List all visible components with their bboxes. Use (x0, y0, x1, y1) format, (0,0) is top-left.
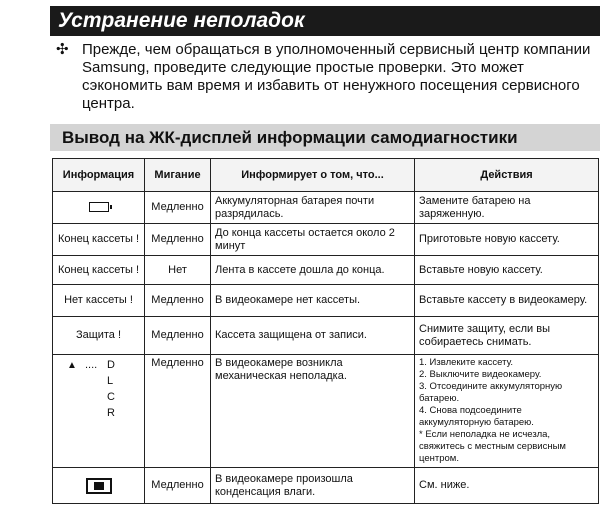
letter-r: R (107, 407, 115, 419)
info-cell: Конец кассеты ! (53, 256, 145, 285)
header-action: Действия (415, 159, 599, 192)
blink-cell: Медленно (145, 285, 211, 317)
eject-icon: ▲ (67, 360, 77, 371)
meaning-cell: Лента в кассете дошла до конца. (211, 256, 415, 285)
intro-paragraph (56, 41, 596, 113)
info-cell (53, 355, 145, 468)
battery-low-icon (89, 202, 109, 212)
action-cell: Снимите защиту, если вы собираетесь снимать. (415, 317, 599, 355)
letter-d: D (107, 359, 115, 371)
action-cell: Вставьте новую кассету. (415, 256, 599, 285)
intro-text: Прежде, чем обращаться в уполномоченный сервисный центр компании Samsung, проведите следующие простые проверки. Это может сэкономить вам время и избавить от ненужного посещения сервисного центра. (82, 41, 591, 112)
blink-cell: Медленно (145, 224, 211, 256)
action-note: * Если неполадка не исчезла, свяжитесь с местным сервисным центром. (419, 429, 566, 464)
header-meaning: Информирует о том, что... (211, 159, 415, 192)
header-info: Информация (53, 159, 145, 192)
table-row (53, 355, 599, 468)
letter-l: L (107, 375, 114, 387)
header-blink: Мигание (145, 159, 211, 192)
meaning-cell: Кассета защищена от записи. (211, 317, 415, 355)
action-cell: Замените батарею на заряженную. (415, 192, 599, 224)
table-row (53, 468, 599, 504)
action-step: 4. Снова подсоедините аккумуляторную батарею. (419, 405, 534, 428)
action-step: 2. Выключите видеокамеру. (419, 369, 542, 380)
blink-cell: Медленно (145, 192, 211, 224)
info-cell (53, 468, 145, 504)
diagnostics-table (52, 158, 599, 504)
info-cell: Защита ! (53, 317, 145, 355)
blink-cell: Нет (145, 256, 211, 285)
action-cell: Вставьте кассету в видеокамеру. (415, 285, 599, 317)
blink-cell: Медленно (145, 468, 211, 504)
blink-cell: Медленно (145, 355, 211, 468)
meaning-cell: В видеокамере произошла конденсация влаги. (211, 468, 415, 504)
action-step: 1. Извлеките кассету. (419, 357, 514, 368)
info-cell: Конец кассеты ! (53, 224, 145, 256)
action-cell: См. ниже. (415, 468, 599, 504)
action-step: 3. Отсоедините аккумуляторную батарею. (419, 381, 563, 404)
table-header-row (53, 159, 599, 192)
info-cell (53, 192, 145, 224)
table-row (53, 192, 599, 224)
bullet-icon: ✣ (56, 41, 69, 58)
meaning-cell: В видеокамере возникла механическая неполадка. (211, 355, 415, 468)
table-row (53, 256, 599, 285)
table-row (53, 317, 599, 355)
table-row (53, 285, 599, 317)
letter-c: C (107, 391, 115, 403)
action-cell (415, 355, 599, 468)
section-title: Вывод на ЖК-дисплей информации самодиагностики (50, 124, 600, 151)
action-cell: Приготовьте новую кассету. (415, 224, 599, 256)
dots-text: .... (85, 359, 98, 371)
condensation-icon (86, 478, 112, 494)
meaning-cell: До конца кассеты остается около 2 минут (211, 224, 415, 256)
meaning-cell: В видеокамере нет кассеты. (211, 285, 415, 317)
blink-cell: Медленно (145, 317, 211, 355)
meaning-cell: Аккумуляторная батарея почти разрядилась. (211, 192, 415, 224)
page-title: Устранение неполадок (50, 6, 600, 36)
table-row (53, 224, 599, 256)
info-cell: Нет кассеты ! (53, 285, 145, 317)
